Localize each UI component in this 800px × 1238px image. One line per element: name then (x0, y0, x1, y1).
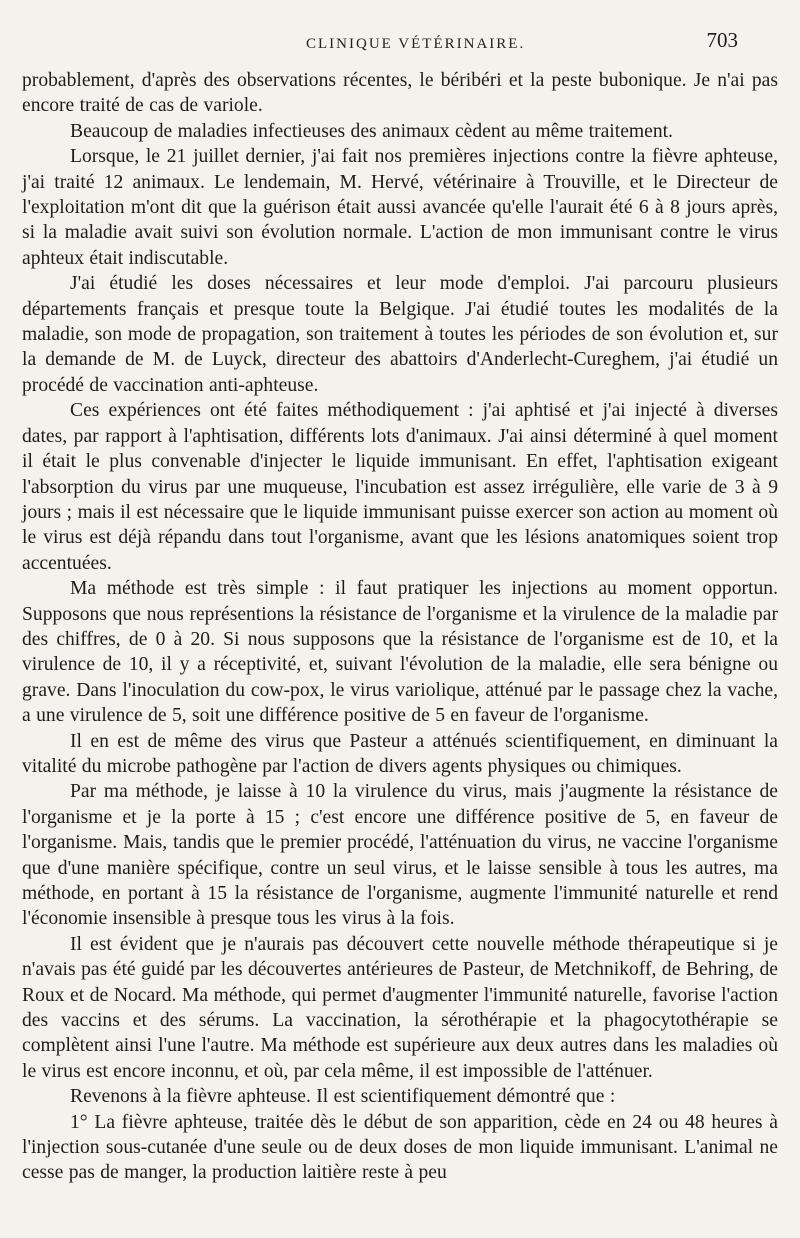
paragraph-numbered-item: 1° La fièvre aphteuse, traitée dès le début de son apparition, cède en 24 ou 48 heures à l'injection sous-cutanée d'une seule ou de deux doses de mon liquide immunisant. L'animal ne cesse pas de manger, la production laitière reste à peu (22, 1111, 778, 1184)
paragraph: Il en est de même des virus que Pasteur a atténués scientifiquement, en diminuant la vitalité du microbe pathogène par l'action de divers agents physiques ou chimiques. (22, 730, 778, 777)
paragraph: Beaucoup de maladies infectieuses des animaux cèdent au même traitement. (70, 120, 673, 142)
paragraph: Lorsque, le 21 juillet dernier, j'ai fait nos premières injections contre la fièvre aphteuse, j'ai traité 12 animaux. Le lendemain, M. Hervé, vétérinaire à Trouville, et le Directeur de l'exploitation m'ont dit que la guérison était aussi avancée qu'elle l'aurait été 6 à 8 jours après, si la maladie avait suivi son évolution normale. L'action de mon immunisant contre le virus aphteux était indiscutable. (22, 146, 778, 269)
paragraph: Il est évident que je n'aurais pas découvert cette nouvelle méthode thérapeutique si je n'avais pas été guidé par les découvertes antérieures de Pasteur, de Metchnikoff, de Behring, de Roux et de Nocard. Ma méthode, qui permet d'augmenter l'immunité naturelle, favorise l'action des vaccins et des sérums. La vaccination, la sérothérapie et la phagocytothérapie se complètent ainsi l'une l'autre. Ma méthode est supérieure aux deux autres dans les maladies où le virus est encore inconnu, et où, par cela même, il est impossible de l'atténuer. (22, 933, 778, 1082)
body-text (22, 68, 778, 1186)
paragraph-continuation: probablement, d'après des observations récentes, le béribéri et la peste bubonique. Je n'ai pas encore traité de cas de variole. (22, 70, 778, 117)
running-title: CLINIQUE VÉTÉRINAIRE. (306, 36, 526, 52)
page-number: 703 (706, 28, 738, 52)
paragraph: Revenons à la fièvre aphteuse. Il est scientifiquement démontré que : (70, 1086, 616, 1108)
running-header (22, 28, 778, 68)
paragraph: J'ai étudié les doses nécessaires et leur mode d'emploi. J'ai parcouru plusieurs départements français et presque toute la Belgique. J'ai étudié toutes les modalités de la maladie, son mode de propagation, son traitement à toutes les périodes de son évolution et, sur la demande de M. de Luyck, directeur des abattoirs d'Anderlecht-Cureghem, j'ai étudié un procédé de vaccination anti-aphteuse. (22, 273, 778, 396)
paragraph: Par ma méthode, je laisse à 10 la virulence du virus, mais j'augmente la résistance de l'organisme et je la porte à 15 ; c'est encore une différence positive de 5, en faveur de l'organisme. Mais, tandis que le premier procédé, l'atténuation du virus, ne vaccine l'organisme que d'une manière spécifique, contre un seul virus, et le laisse sensible à tous les autres, ma méthode, en portant à 15 la résistance de l'organisme, augmente l'immunité naturelle et rend l'économie insensible à presque tous les virus à la fois. (22, 781, 778, 930)
paragraph: Ma méthode est très simple : il faut pratiquer les injections au moment opportun. Supposons que nous représentions la résistance de l'organisme et la virulence de la maladie par des chiffres, de 0 à 20. Si nous supposons que la résistance de l'organisme est de 10, et la virulence de 10, il y a réceptivité, et, suivant l'évolution de la maladie, elle sera bénigne ou grave. Dans l'inoculation du cow-pox, le virus variolique, atténué par le passage chez la vache, a une virulence de 5, soit une différence positive de 5 en faveur de l'organisme. (22, 578, 778, 727)
paragraph: Ces expériences ont été faites méthodiquement : j'ai aphtisé et j'ai injecté à diverses dates, par rapport à l'aphtisation, différents lots d'animaux. J'ai ainsi déterminé à quel moment il était le plus convenable d'injecter le liquide immunisant. En effet, l'aphtisation exigeant l'absorption du virus par une muqueuse, l'incubation est assez irrégulière, elle varie de 3 à 9 jours ; mais il est nécessaire que le liquide immunisant puisse exercer son action au moment où le virus est déjà répandu dans tout l'organisme, avant que les lésions anatomiques soient trop accentuées. (22, 400, 778, 574)
